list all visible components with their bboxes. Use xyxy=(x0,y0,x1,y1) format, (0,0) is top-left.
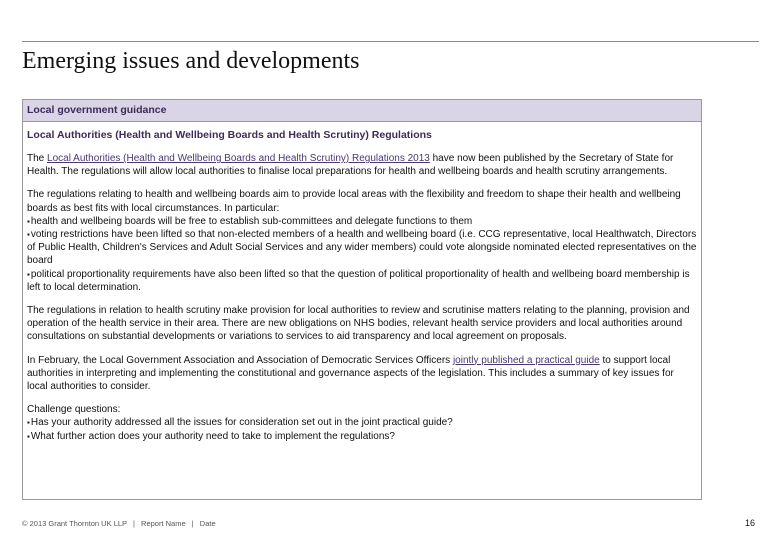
guidance-panel xyxy=(22,99,702,500)
paragraph-publication xyxy=(27,152,697,178)
bullet-item: ▪ health and wellbeing boards will be free to establish sub-committees and delegate functions to them xyxy=(27,216,472,227)
challenge-intro: Challenge questions: xyxy=(27,404,121,416)
text: to support local authorities in interpreting and implementing the constitutional and governance aspects of the legislation. This includes a summary of key issues for local authorities to consider. xyxy=(27,354,674,393)
bullet-item: ▪ voting restrictions have been lifted so that non-elected members of a health and wellbeing board (i.e. CCG representative, local Healthwatch, Directors of Public Health, Children's Services and Adult Social Services and any wider members) could vote alongside nominated elected representatives on the board xyxy=(27,229,697,266)
footer-copyright: © 2013 Grant Thornton UK LLP xyxy=(22,519,127,528)
challenge-question: ▪ What further action does your authority need to take to implement the regulations? xyxy=(27,431,395,442)
footer-report-name: Report Name xyxy=(141,519,186,528)
top-rule xyxy=(22,41,759,42)
page-number: 16 xyxy=(745,518,756,528)
paragraph-scrutiny: The regulations in relation to health scrutiny make provision for local authorities to review and scrutinise matters relating to the planning, provision and operation of the health service in their area. There are new obligations on NHS bodies, relevant health service providers and local authorities around consultations on substantial developments or variations to services to aid transparency and local agreement on proposals. xyxy=(27,305,690,343)
footer xyxy=(22,519,216,528)
footer-separator: | xyxy=(133,519,135,528)
regulations-link[interactable]: Local Authorities (Health and Wellbeing Boards and Health Scrutiny) Regulations 2013 xyxy=(47,153,430,164)
panel-subtitle: Local Authorities (Health and Wellbeing Boards and Health Scrutiny) Regulations xyxy=(27,129,432,141)
bullet-item: ▪ political proportionality requirements have also been lifted so that the question of political proportionality of health and wellbeing board membership is left to local determination. xyxy=(27,269,690,293)
challenge-question: ▪ Has your authority addressed all the issues for consideration set out in the joint practical guide? xyxy=(27,417,453,428)
panel-header: Local government guidance xyxy=(23,100,701,122)
text: The xyxy=(27,153,48,164)
text: In February, the Local Government Association and Association of Democratic Services Officers xyxy=(27,354,453,366)
paragraph-hwb xyxy=(27,188,697,294)
panel-body xyxy=(23,152,701,443)
paragraph-guide xyxy=(27,354,697,394)
hwb-intro: The regulations relating to health and wellbeing boards aim to provide local areas with the flexibility and freedom to shape their health and wellbeing boards as best fits with local circumstances. In particular: xyxy=(27,189,681,214)
practical-guide-link[interactable]: jointly published a practical guide xyxy=(452,354,600,366)
paragraph-challenge xyxy=(27,403,697,443)
footer-date: Date xyxy=(199,519,216,528)
page-title: Emerging issues and developments xyxy=(22,48,360,74)
footer-separator: | xyxy=(191,519,194,528)
text: have now been published by the Secretary of State for Health. The regulations will allow local authorities to finalise local preparations for health and wellbeing boards and health scrutiny arrangements. xyxy=(27,153,674,178)
